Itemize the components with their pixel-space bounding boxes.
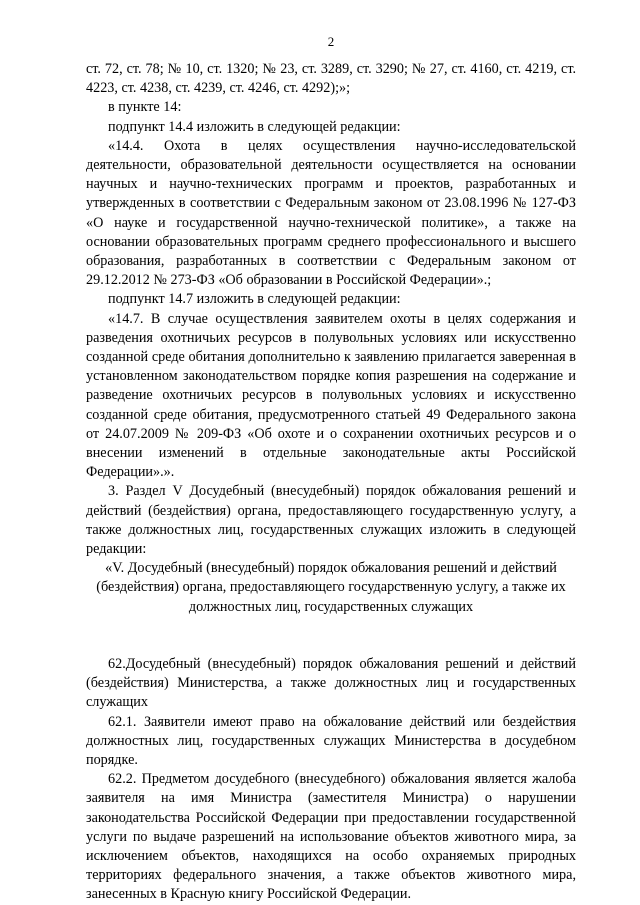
paragraph-subpoint-14-7-intro: подпункт 14.7 изложить в следующей редакции: bbox=[108, 291, 401, 308]
document-page bbox=[86, 34, 576, 905]
paragraph-subpoint-14-7-text: «14.7. В случае осуществления заявителем охоты в целях содержания и разведения охотничьих ресурсов в полувольных условиях или искусственно созданной среде обитания дополнительно к заявлению прилагается заверенная в установленном законодательством порядке копия разрешения на содержание и разведение охотничьих ресурсов в полувольных условиях и искусственно созданной среде обитания, предусмотренного статьей 49 Федерального закона от 24.07.2009 № 209-ФЗ «Об охоте и о сохранении охотничьих ресурсов и о внесении изменений в отдельные законодательные акты Российской Федерации».». bbox=[86, 310, 576, 481]
spacer bbox=[86, 617, 576, 636]
citation-continuation: ст. 72, ст. 78; № 10, ст. 1320; № 23, ст. 3289, ст. 3290; № 27, ст. 4160, ст. 4219, ст. 4223, ст. 4238, ст. 4239, ст. 4246, ст. 4292);»; bbox=[86, 61, 576, 97]
clause-62-heading: 62.Досудебный (внесудебный) порядок обжалования решений и действий (бездействия) Министерства, а также должностных лиц и государственных служащих bbox=[86, 655, 576, 711]
paragraph-point-14: в пункте 14: bbox=[108, 99, 182, 116]
page-number: 2 bbox=[327, 34, 335, 49]
clause-62-1: 62.1. Заявители имеют право на обжалование действий или бездействия должностных лиц, государственных служащих Министерства в досудебном порядке. bbox=[86, 713, 576, 768]
clause-62-2: 62.2. Предметом досудебного (внесудебного) обжалования является жалоба заявителя на имя Министра (заместителя Министра) о нарушении законодательства Российской Федерации при предоставлении государственной услуги по выдаче разрешений на использование объектов животного мира, за исключением объектов, находящихся на особо охраняемых природных территориях федерального значения, а также объектов животного мира, занесенных в Красную книгу Российской Федерации. bbox=[86, 771, 576, 903]
spacer bbox=[86, 636, 576, 655]
paragraph-subpoint-14-4-intro: подпункт 14.4 изложить в следующей редакции: bbox=[108, 118, 401, 135]
paragraph-section-3: 3. Раздел V Досудебный (внесудебный) порядок обжалования решений и действий (бездействия) органа, предоставляющего государственную услугу, а также должностных лиц, государственных служащих изложить в следующей редакции: bbox=[86, 483, 576, 558]
paragraph-subpoint-14-4-text: «14.4. Охота в целях осуществления научно-исследовательской деятельности, образовательной деятельности осуществляется на основании научных и научно-технических программ и проектов, разработанных и утвержденных в соответствии с Федеральным законом от 23.08.1996 № 127-ФЗ «О науке и государственной научно-технической политике», а также на основании образовательных программ среднего профессионального и высшего образования, разработанных в соответствии с Федеральным законом от 29.12.2012 № 273-ФЗ «Об образовании в Российской Федерации».; bbox=[86, 137, 576, 289]
section-v-heading: «V. Досудебный (внесудебный) порядок обжалования решений и действий (бездействия) органа, предоставляющего государственную услугу, а также их должностных лиц, государственных служащих bbox=[96, 560, 566, 615]
